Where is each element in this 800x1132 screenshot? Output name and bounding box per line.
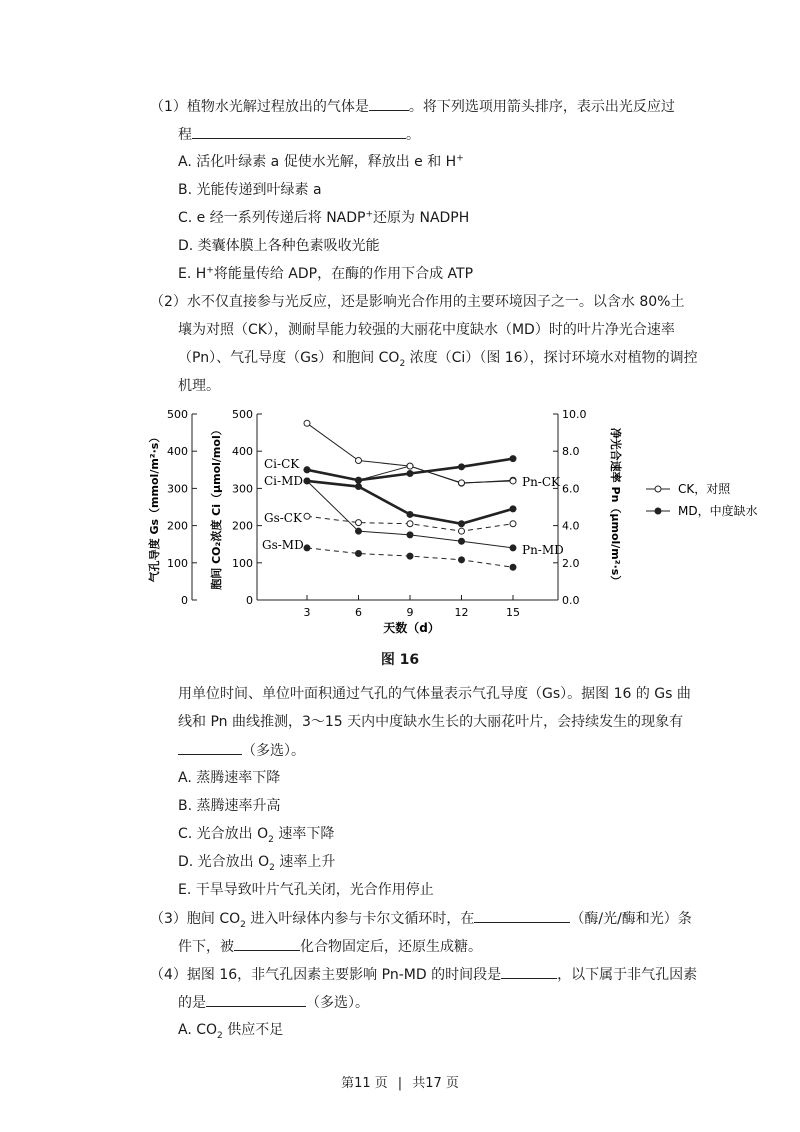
q3-blank-compound[interactable]: [234, 936, 300, 951]
series-point-pn-md: [459, 521, 465, 527]
series-point-pn-md: [407, 511, 413, 517]
series-point-pn-ck: [459, 480, 465, 486]
ci-tick-label: 200: [232, 519, 253, 533]
series-point-ci-md: [356, 528, 362, 534]
q4-number: （4）: [150, 967, 187, 983]
pn-tick-label: 4.0: [562, 519, 580, 533]
q4-option-a: A. $CO_2$ 供应不足: [178, 1022, 284, 1041]
q2-option-b: B. 蒸腾速率升高: [178, 798, 281, 814]
series-label-gs-ck: Gs-CK: [264, 511, 302, 525]
series-point-gs-md: [510, 564, 516, 570]
gs-tick-label: 0: [181, 594, 188, 607]
ci-tick-label: 400: [232, 445, 253, 459]
pn-tick-label: 8.0: [562, 445, 580, 459]
q3-line2: 件下，被 化合物固定后，还原生成糖。: [178, 936, 482, 957]
series-point-ci-bold-curve: [356, 477, 362, 483]
x-axis-title: 天数（d）: [383, 621, 440, 635]
series-point-pn-md: [304, 478, 310, 484]
series-point-ci-md: [459, 538, 465, 544]
q2-option-e: E. 干旱导致叶片气孔关闭，光合作用停止: [178, 882, 434, 898]
legend-marker: [655, 508, 661, 514]
series-point-gs-ck: [304, 513, 310, 519]
q2-line4: 机理。: [178, 378, 220, 394]
q4-blank-period[interactable]: [501, 964, 557, 979]
x-tick-label: 9: [406, 606, 414, 619]
ci-tick-label: 100: [232, 556, 253, 570]
series-point-gs-ck: [407, 521, 413, 527]
q4-blank-factors[interactable]: [206, 992, 306, 1007]
series-point-pn-ck: [407, 463, 413, 469]
series-point-gs-md: [407, 553, 413, 559]
pn-axis-title: 净光合速率 Pn（μmol/m²·s）: [609, 427, 622, 587]
q1-option-c: C. e 经一系列传递后将 NADP+还原为 NADPH: [178, 209, 470, 226]
series-point-ci-bold-curve: [459, 464, 465, 470]
q3-number: （3）: [150, 911, 187, 927]
series-point-gs-md: [356, 551, 362, 557]
x-tick-label: 15: [506, 606, 520, 619]
legend-label: MD，中度缺水: [678, 504, 758, 518]
pn-tick-label: 0.0: [562, 594, 580, 607]
q1-option-e: E. H+将能量传给 ADP，在酶的作用下合成 ATP: [178, 265, 474, 282]
q2-after-line3: （多选）。: [178, 740, 305, 761]
q2-after-line2: 线和 Pn 曲线推测，3～15 天内中度缺水生长的大丽花叶片，会持续发生的现象有: [178, 714, 684, 730]
q2-line2: 壤为对照（CK），测耐旱能力较强的大丽花中度缺水（MD）时的叶片净光合速率: [178, 322, 675, 338]
q1-option-b: B. 光能传递到叶绿素 a: [178, 182, 322, 198]
gs-tick-label: 400: [167, 445, 188, 459]
figure-caption: 图 16: [380, 652, 420, 668]
q1-option-d: D. 类囊体膜上各种色素吸收光能: [178, 238, 380, 254]
ci-tick-label: 300: [232, 482, 253, 496]
series-point-ci-bold-curve: [510, 456, 516, 462]
series-point-ci-bold-curve: [304, 467, 310, 473]
q2-line1: （2）水不仅直接参与光反应，还是影响光合作用的主要环境因子之一。以含水 80%土: [150, 294, 685, 310]
series-label-gs-md: Gs-MD: [262, 538, 304, 552]
page-total: 共17 页: [412, 1076, 459, 1091]
legend-label: CK，对照: [678, 482, 731, 496]
q1-line1: （1）植物水光解过程放出的气体是 。将下列选项用箭头排序，表示出光反应过: [150, 96, 675, 117]
q1-blank-order[interactable]: [192, 124, 406, 139]
q1-line2: 程 。: [178, 124, 420, 145]
gs-tick-label: 100: [167, 556, 188, 570]
series-label-ci-md: Ci-MD: [264, 474, 303, 488]
q2-option-a: A. 蒸腾速率下降: [178, 770, 281, 786]
q3-line1: （3）胞间 $CO_2$ 进入叶绿体内参与卡尔文循环时，在 （酶/光/酶和光）条: [150, 908, 692, 929]
ci-tick-label: 500: [232, 408, 253, 421]
series-label-pn-md: Pn-MD: [522, 543, 564, 557]
q2-number: （2）: [150, 294, 187, 310]
q2-blank-phenomena[interactable]: [178, 740, 242, 755]
pn-tick-label: 6.0: [562, 482, 580, 496]
gs-axis-title: 气孔导度 Gs（mmol/m²·s）: [148, 431, 161, 583]
q1-option-a: A. 活化叶绿素 a 促使水光解，释放出 e 和 H+: [178, 153, 464, 170]
series-point-gs-ck: [356, 520, 362, 526]
series-point-ci-md: [510, 545, 516, 551]
q4-line2: 的是 （多选）。: [178, 992, 369, 1013]
gs-tick-label: 200: [167, 519, 188, 533]
q4-line1: （4）据图 16，非气孔因素主要影响 Pn-MD 的时间段是 ，以下属于非气孔因素: [150, 964, 697, 985]
series-point-ci-md: [407, 532, 413, 538]
legend-marker: [655, 486, 661, 492]
gs-tick-label: 500: [167, 408, 188, 421]
pn-tick-label: 10.0: [562, 408, 587, 421]
series-point-pn-ck: [510, 478, 516, 484]
series-point-pn-md: [510, 506, 516, 512]
series-point-gs-md: [459, 557, 465, 563]
figure-16-chart: [150, 402, 770, 652]
ci-axis-title: 胞间 CO₂浓度 Ci（μmol/mol）: [210, 424, 223, 590]
x-tick-label: 12: [454, 606, 469, 619]
q2-after-line1: 用单位时间、单位叶面积通过气孔的气体量表示气孔导度（Gs）。据图 16 的 Gs 曲: [178, 686, 691, 702]
series-point-gs-ck: [510, 521, 516, 527]
q1-blank-gas[interactable]: [369, 96, 409, 111]
series-point-pn-ck: [304, 420, 310, 426]
page-number: 第11 页: [341, 1076, 388, 1091]
q1-number: （1）: [150, 99, 187, 115]
series-label-ci-ck: Ci-CK: [264, 457, 300, 471]
q2-option-c: C. 光合放出 $O_2$ 速率下降: [178, 826, 335, 845]
series-point-pn-md: [356, 484, 362, 490]
pn-tick-label: 2.0: [562, 556, 580, 570]
series-point-gs-ck: [459, 528, 465, 534]
page-footer: 第11 页 | 共17 页: [341, 1076, 459, 1091]
q3-blank-condition[interactable]: [474, 908, 570, 923]
series-point-ci-bold-curve: [407, 471, 413, 477]
q2-option-d: D. 光合放出 $O_2$ 速率上升: [178, 854, 336, 873]
x-tick-label: 3: [303, 606, 311, 619]
x-tick-label: 6: [355, 606, 362, 619]
gs-tick-label: 300: [167, 482, 188, 496]
series-point-gs-md: [304, 545, 310, 551]
ci-tick-label: 0: [246, 594, 253, 607]
q2-line3: （Pn）、气孔导度（Gs）和胞间 $CO_2$ 浓度（Ci）（图 16），探讨环境水对植物的调控: [178, 350, 698, 369]
series-point-pn-ck: [356, 458, 362, 464]
series-label-pn-ck: Pn-CK: [522, 475, 561, 489]
